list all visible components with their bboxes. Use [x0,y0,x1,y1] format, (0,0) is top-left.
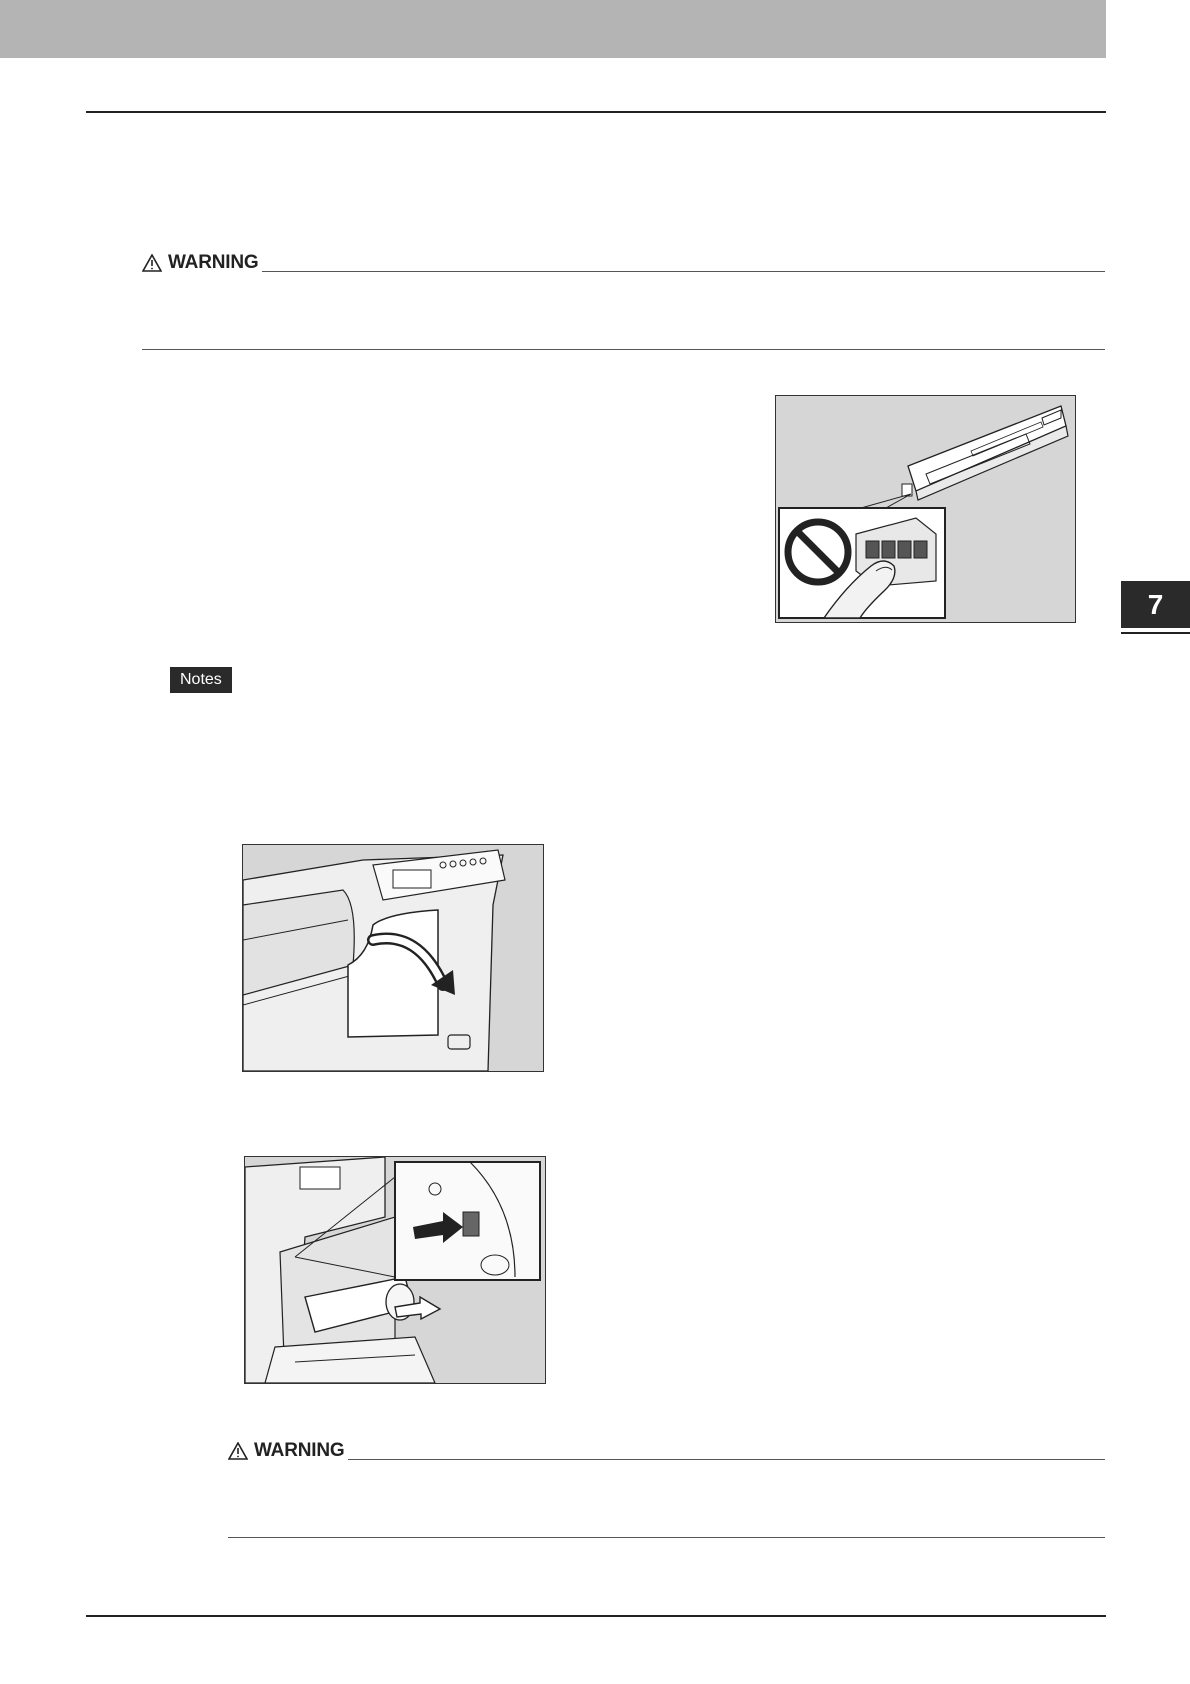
page-header-band [0,0,1106,58]
header-rule [86,111,1106,113]
warning-triangle-icon [142,254,162,272]
notes-label: Notes [180,671,222,688]
warning-top-bottom-line [142,349,1105,350]
warning-heading-top [142,252,258,274]
figure-remove-toner-cartridge [244,1156,546,1384]
warning-label-bottom: WARNING [254,1440,345,1461]
warning-heading-bottom [228,1440,344,1462]
chapter-tab-underline [1121,632,1190,634]
figure-open-front-cover [242,844,544,1072]
chapter-number: 7 [1147,589,1164,620]
warning-top-header-line [262,271,1105,272]
warning-bottom-bottom-line [228,1537,1105,1538]
notes-badge [170,667,232,693]
footer-rule [86,1615,1106,1617]
warning-label-top: WARNING [168,252,259,273]
figure-toner-cartridge-contacts [775,395,1076,623]
warning-bottom-header-line [348,1459,1105,1460]
chapter-tab [1121,581,1190,628]
prohibited-icon [788,522,848,582]
warning-triangle-icon [228,1442,248,1460]
